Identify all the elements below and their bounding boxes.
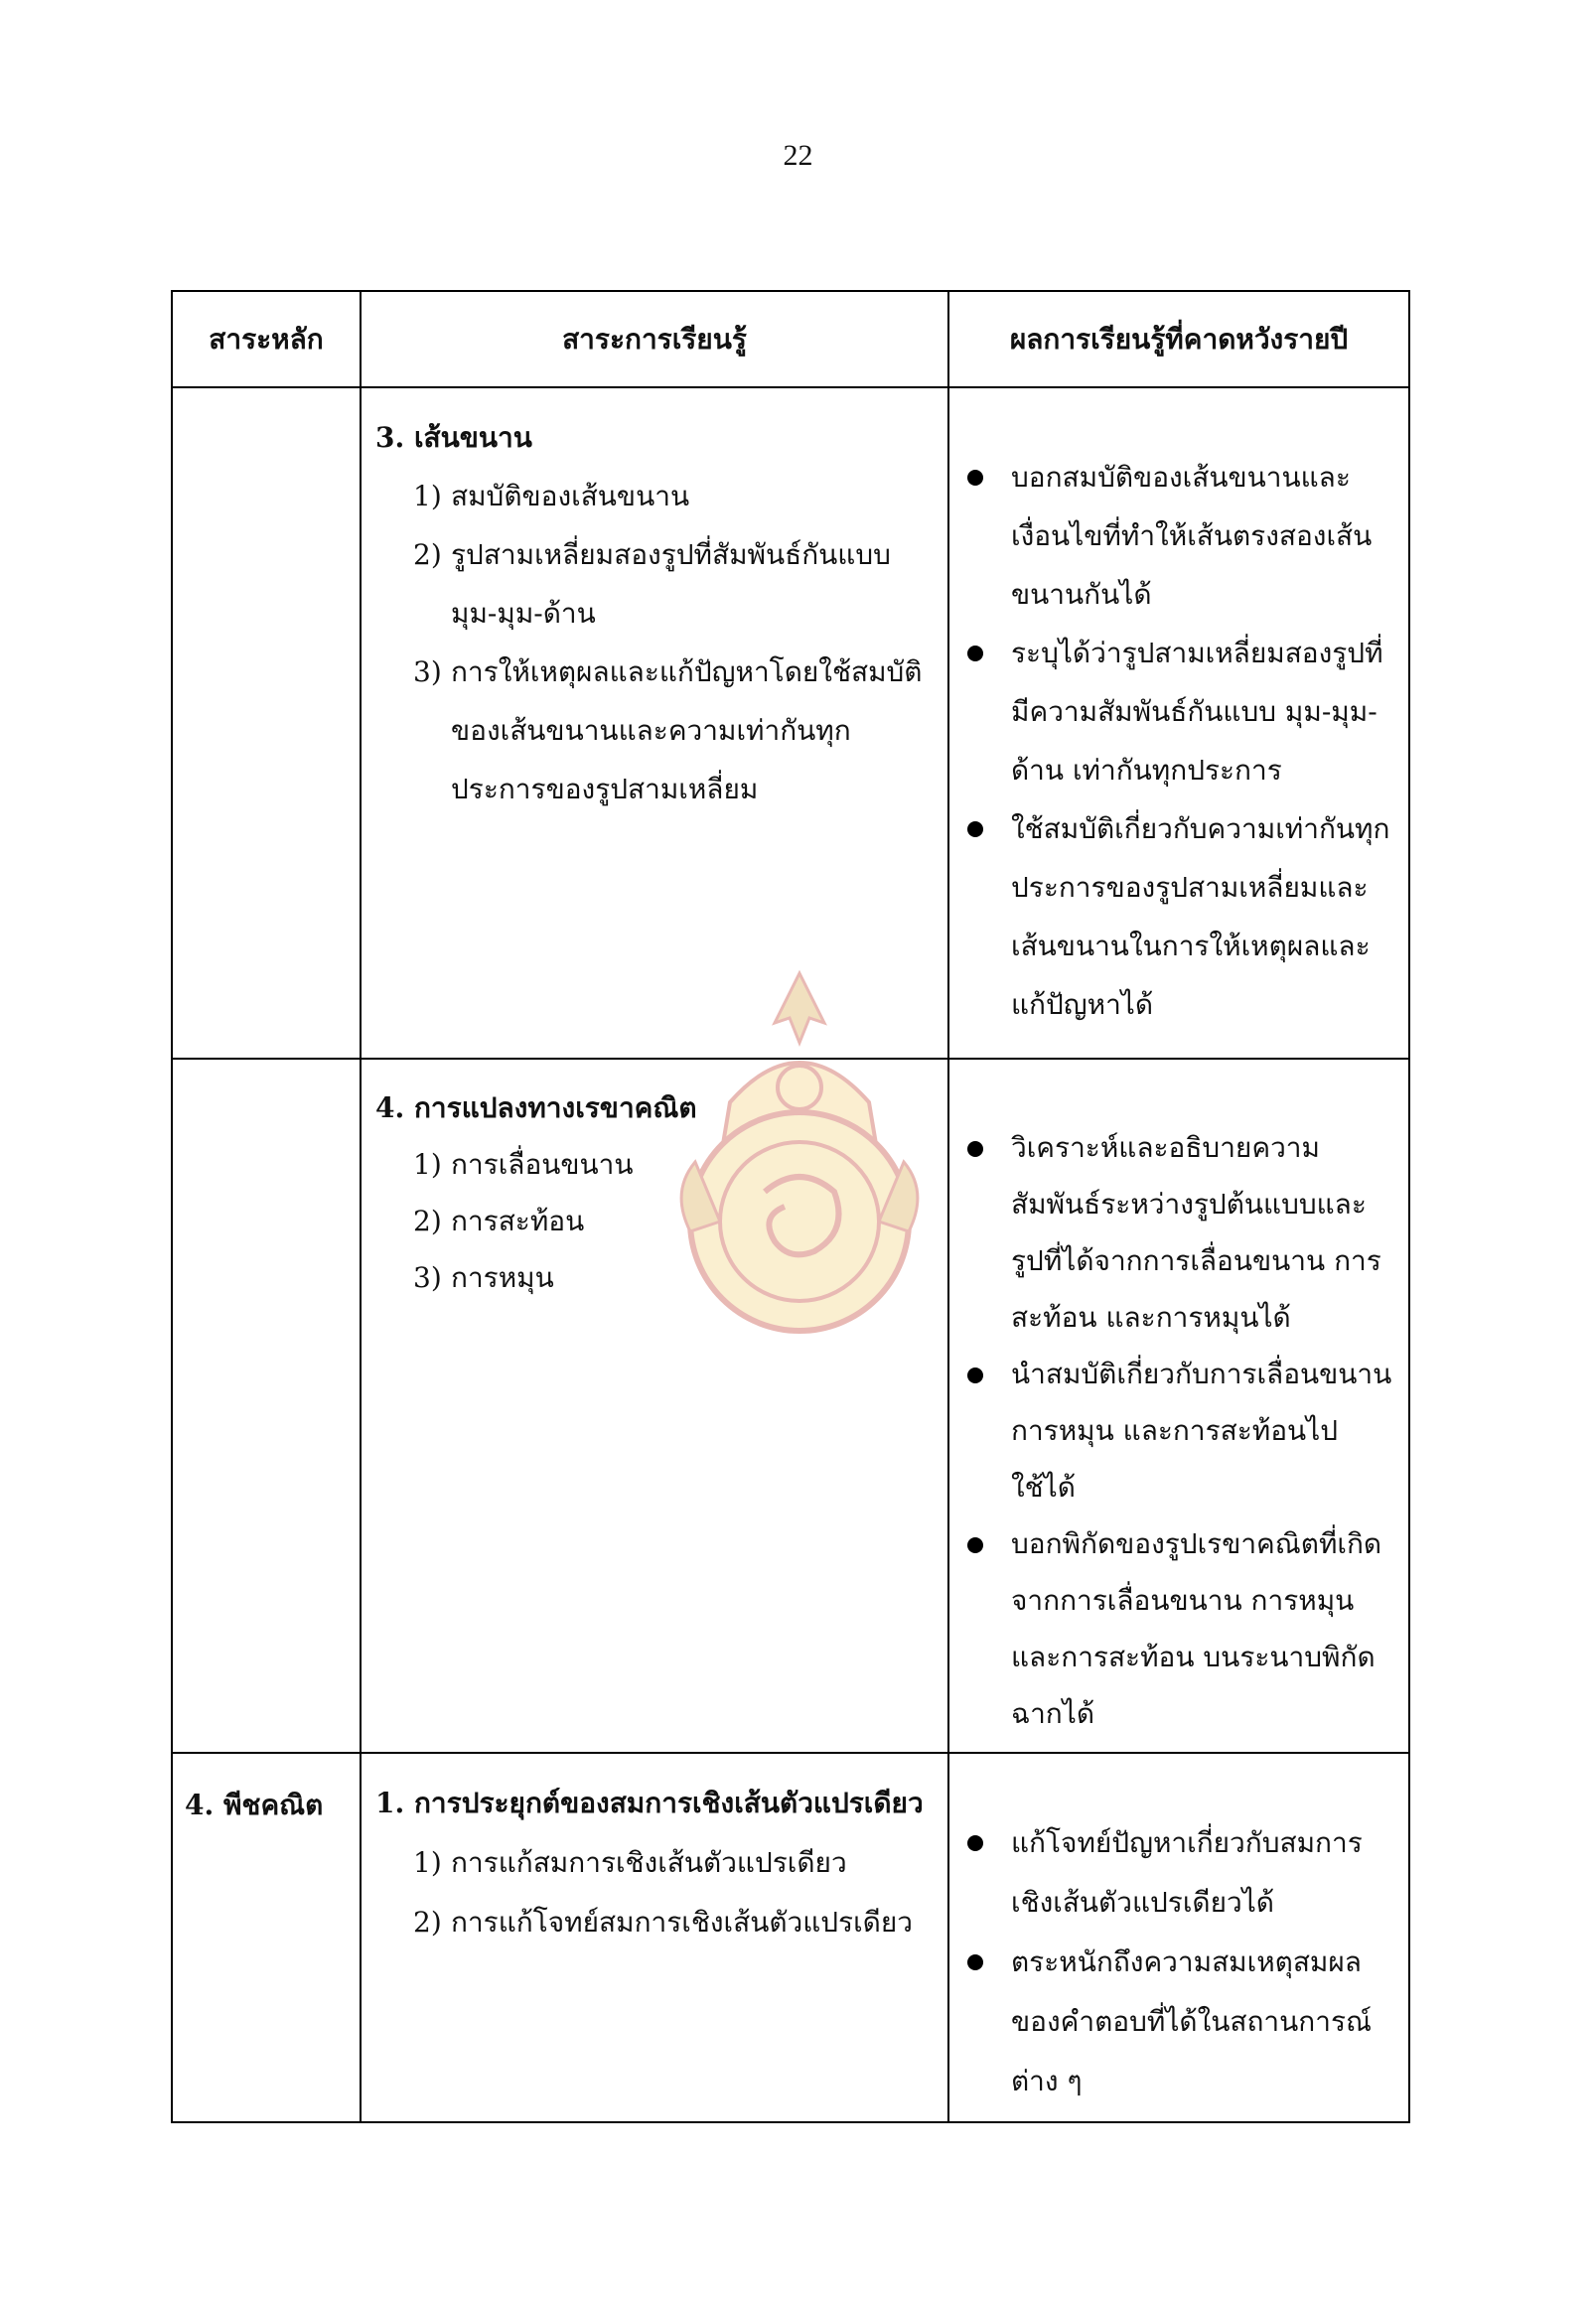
subtopic-number: 2) — [413, 1205, 442, 1237]
curriculum-table — [171, 290, 1410, 2123]
bullet-dot-icon — [967, 1537, 983, 1553]
topic-title: 1. การประยุกต์ของสมการเชิงเส้นตัวแปรเดียว — [375, 1787, 924, 1819]
subtopic-item — [413, 525, 934, 643]
strand-label: 4. พีชคณิต — [185, 1789, 324, 1821]
content-cell — [361, 387, 948, 1059]
outcome-text: ระบุได้ว่ารูปสามเหลี่ยมสองรูปที่มีความสัมพันธ์กันแบบ มุม-มุม-ด้าน เท่ากันทุกประการ — [1011, 637, 1383, 787]
outcome-list — [963, 1813, 1394, 2111]
subtopic-number: 3) — [413, 1261, 442, 1294]
strand-cell — [172, 387, 361, 1059]
outcome-item — [963, 1933, 1394, 2111]
table-row — [172, 387, 1409, 1059]
subtopic-item — [413, 1249, 934, 1306]
subtopic-item — [413, 1833, 934, 1893]
table-row — [172, 1059, 1409, 1753]
bullet-dot-icon — [967, 470, 983, 486]
outcome-list — [963, 1119, 1394, 1742]
subtopic-item — [413, 643, 934, 818]
subtopic-text: รูปสามเหลี่ยมสองรูปที่สัมพันธ์กันแบบ มุม-มุม-ด้าน — [451, 538, 891, 630]
outcome-text: บอกพิกัดของรูปเรขาคณิตที่เกิดจากการเลื่อนขนาน การหมุน และการสะท้อน บนระนาบพิกัดฉากได้ — [1011, 1527, 1382, 1730]
subtopic-text: การเลื่อนขนาน — [451, 1148, 634, 1181]
subtopic-item — [413, 467, 934, 525]
header-learning-content: สาระการเรียนรู้ — [361, 291, 948, 387]
subtopic-number: 1) — [413, 1148, 442, 1181]
subtopic-item — [413, 1893, 934, 1952]
outcome-item — [963, 1813, 1394, 1933]
outcome-text: ใช้สมบัติเกี่ยวกับความเท่ากันทุกประการของรูปสามเหลี่ยมและเส้นขนานในการให้เหตุผลและแก้ปัญหาได้ — [1011, 812, 1390, 1021]
topic-title: 3. เส้นขนาน — [375, 421, 532, 454]
outcome-text: นำสมบัติเกี่ยวกับการเลื่อนขนาน การหมุน และการสะท้อนไปใช้ได้ — [1011, 1358, 1392, 1504]
subtopic-list — [375, 1136, 934, 1306]
strand-cell — [172, 1059, 361, 1753]
bullet-dot-icon — [967, 1367, 983, 1383]
strand-label — [173, 1060, 360, 1119]
outcome-text: ตระหนักถึงความสมเหตุสมผลของคำตอบที่ได้ในสถานการณ์ต่าง ๆ — [1011, 1945, 1372, 2097]
table-header-row — [172, 291, 1409, 387]
page-number: 22 — [783, 139, 813, 172]
outcome-text: บอกสมบัติของเส้นขนานและเงื่อนไขที่ทำให้เส้นตรงสองเส้นขนานกันได้ — [1011, 461, 1373, 611]
bullet-dot-icon — [967, 1141, 983, 1157]
outcome-item — [963, 1346, 1394, 1515]
subtopic-list — [375, 1833, 934, 1952]
outcome-text: แก้โจทย์ปัญหาเกี่ยวกับสมการเชิงเส้นตัวแปรเดียวได้ — [1011, 1826, 1363, 1919]
subtopic-text: การสะท้อน — [451, 1205, 585, 1237]
subtopic-text: การแก้สมการเชิงเส้นตัวแปรเดียว — [451, 1846, 847, 1879]
outcome-item — [963, 624, 1394, 799]
outcome-text: วิเคราะห์และอธิบายความสัมพันธ์ระหว่างรูปต้นแบบและรูปที่ได้จากการเลื่อนขนาน การสะท้อน และการหมุนได้ — [1011, 1131, 1381, 1334]
topic-title: 4. การแปลงทางเรขาคณิต — [375, 1091, 697, 1124]
bullet-dot-icon — [967, 646, 983, 661]
subtopic-text: สมบัติของเส้นขนาน — [451, 480, 690, 512]
header-strand: สาระหลัก — [172, 291, 361, 387]
subtopic-text: การหมุน — [451, 1261, 554, 1294]
header-expected-outcomes: ผลการเรียนรู้ที่คาดหวังรายปี — [948, 291, 1409, 387]
subtopic-number: 2) — [413, 1906, 442, 1939]
outcome-item — [963, 448, 1394, 624]
subtopic-item — [413, 1193, 934, 1249]
subtopic-item — [413, 1136, 934, 1193]
outcome-item — [963, 799, 1394, 1034]
table-row — [172, 1753, 1409, 2122]
subtopic-number: 1) — [413, 1846, 442, 1879]
bullet-dot-icon — [967, 1835, 983, 1851]
subtopic-number: 1) — [413, 480, 442, 512]
outcome-list — [963, 448, 1394, 1034]
strand-cell — [172, 1753, 361, 2122]
outcome-item — [963, 1119, 1394, 1346]
subtopic-list — [375, 467, 934, 818]
strand-label — [173, 388, 360, 448]
subtopic-text: การให้เหตุผลและแก้ปัญหาโดยใช้สมบัติของเส้นขนานและความเท่ากันทุกประการของรูปสามเหลี่ยม — [451, 655, 923, 805]
subtopic-number: 3) — [413, 655, 442, 688]
bullet-dot-icon — [967, 1954, 983, 1970]
outcome-cell — [948, 387, 1409, 1059]
bullet-dot-icon — [967, 821, 983, 837]
outcome-cell — [948, 1753, 1409, 2122]
subtopic-text: การแก้โจทย์สมการเชิงเส้นตัวแปรเดียว — [451, 1906, 913, 1939]
subtopic-number: 2) — [413, 538, 442, 571]
content-cell — [361, 1059, 948, 1753]
outcome-cell — [948, 1059, 1409, 1753]
outcome-item — [963, 1515, 1394, 1742]
content-cell — [361, 1753, 948, 2122]
